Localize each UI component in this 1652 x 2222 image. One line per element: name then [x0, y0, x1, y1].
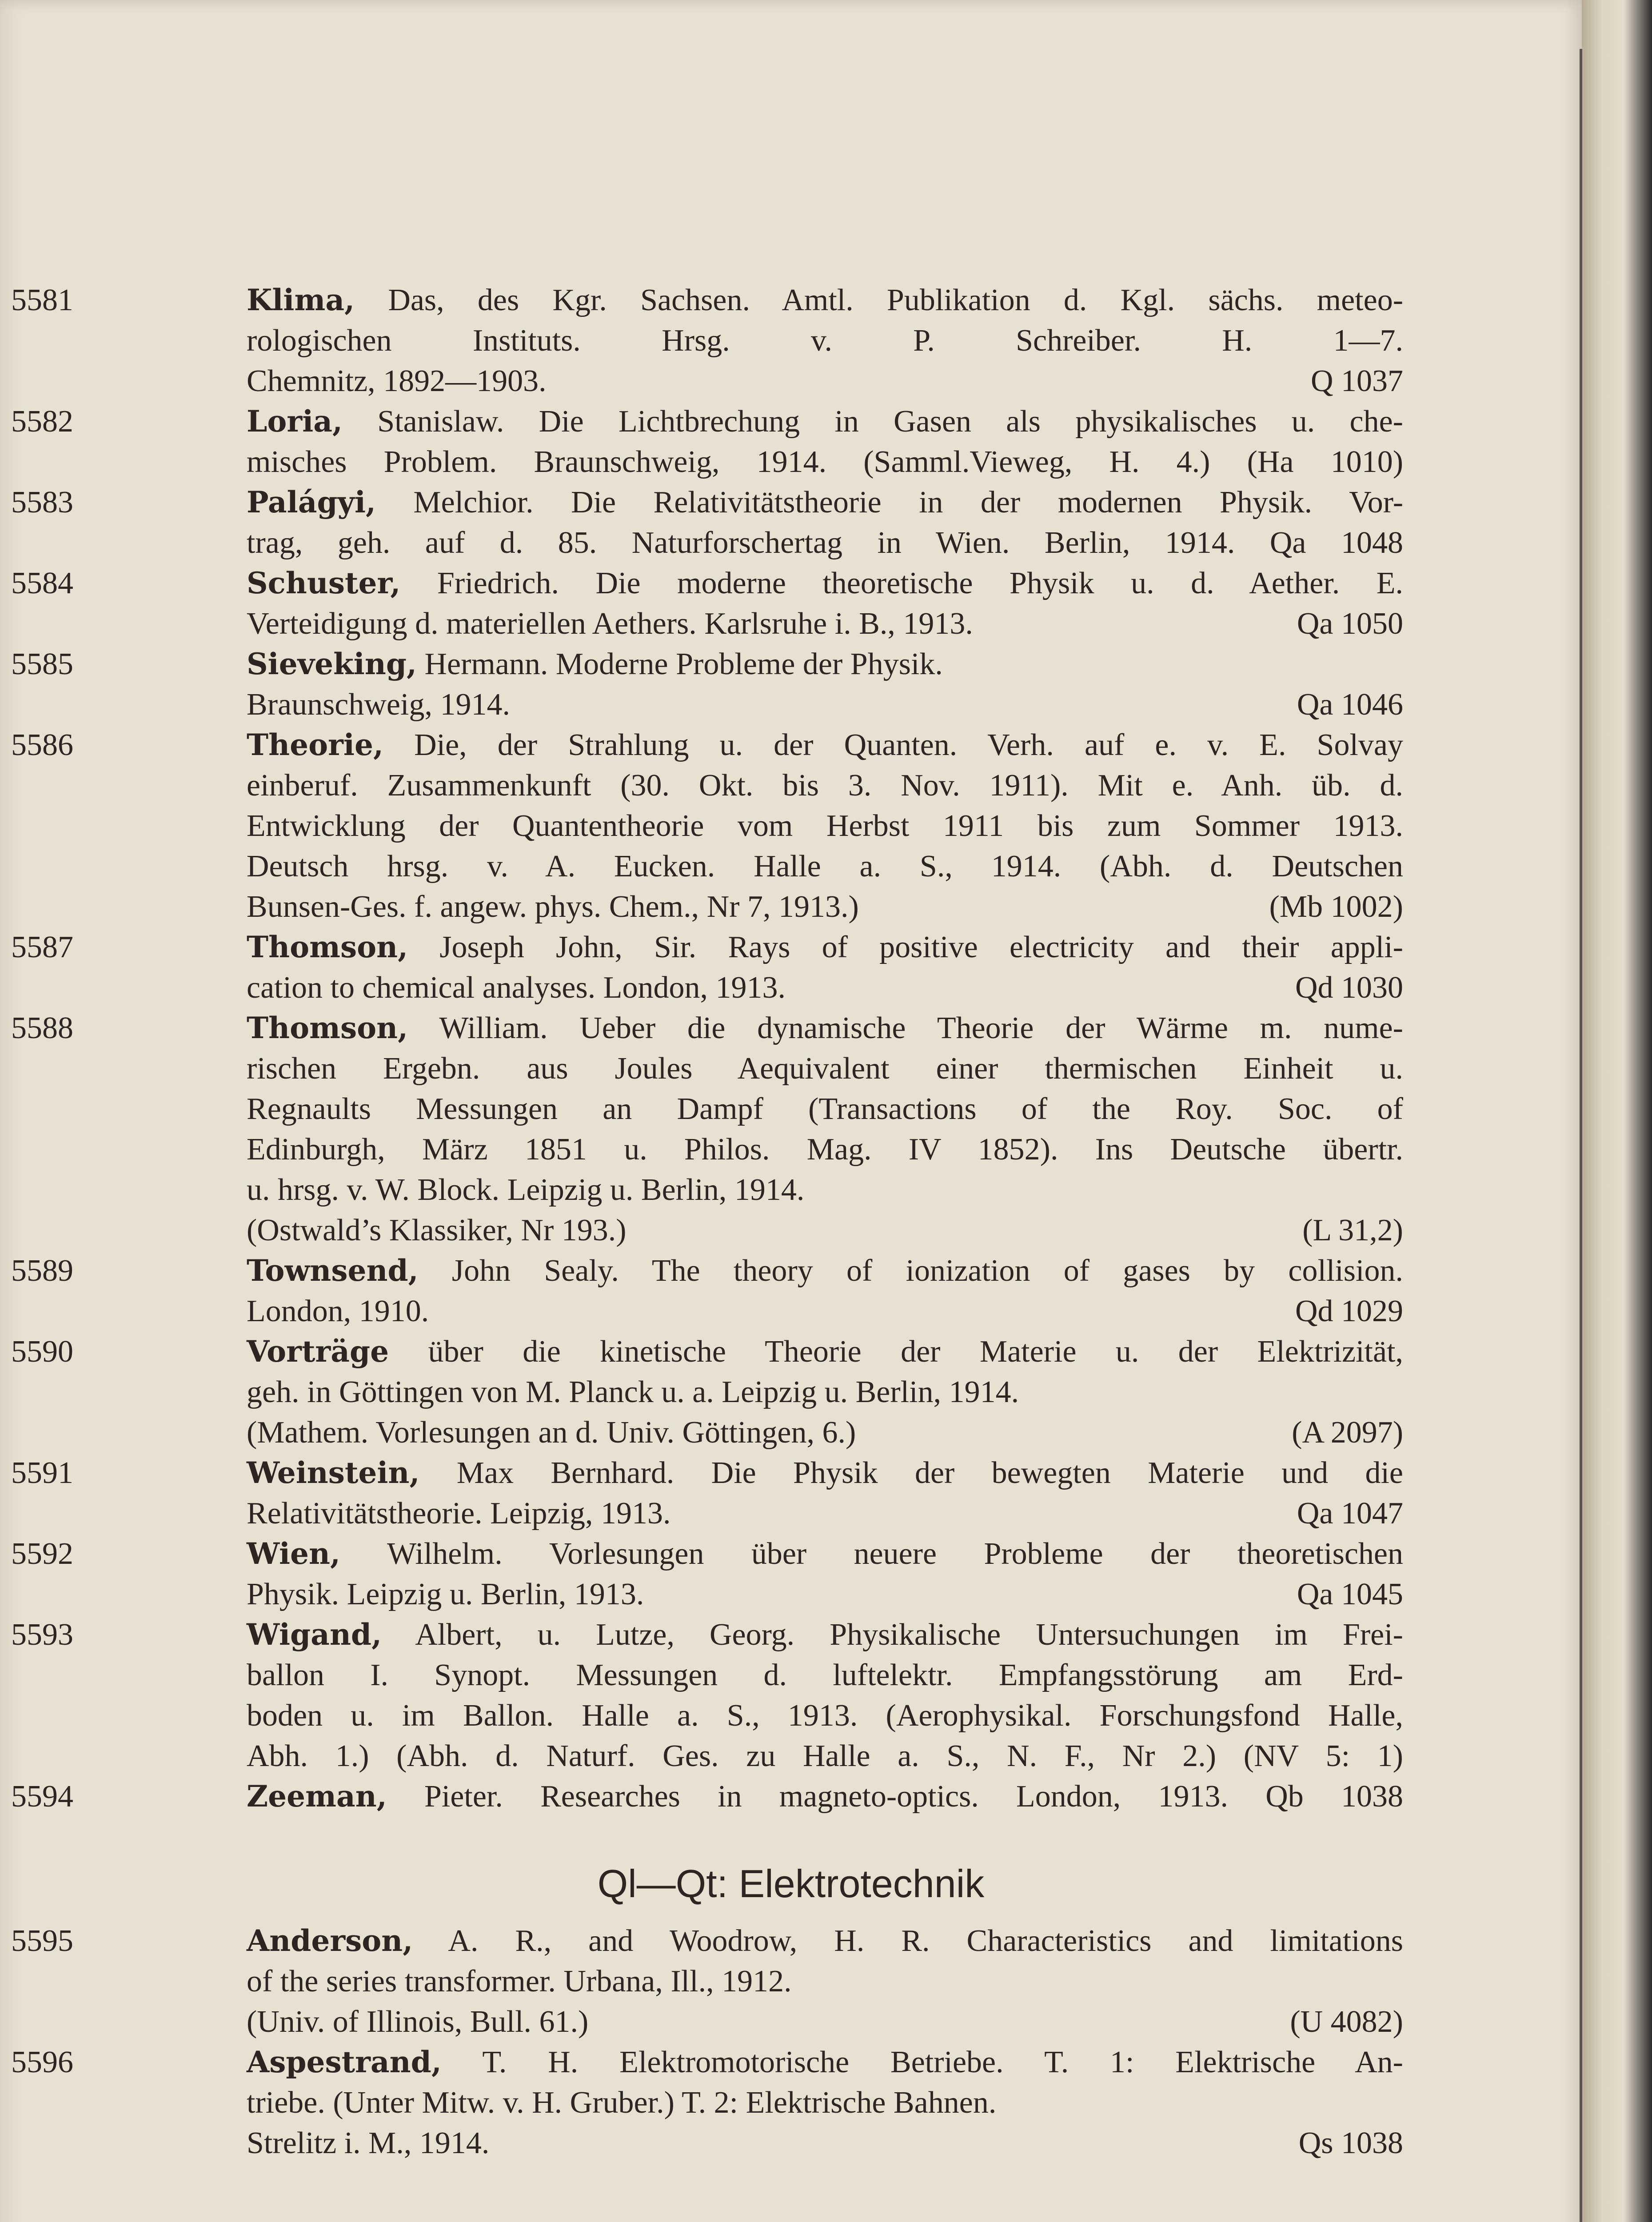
entry-text: misches Problem. Braunschweig, 1914. (Samml.Vieweg, H. 4.) (Ha 1010) — [247, 445, 1403, 479]
entry-author: Sieveking, — [247, 647, 417, 681]
entry-author: Schuster, — [247, 566, 401, 600]
entry-author: Townsend, — [247, 1253, 419, 1288]
shelf-mark: Qa 1046 — [1297, 687, 1403, 722]
entry-author: Weinstein, — [247, 1455, 420, 1490]
entry-number: 5596 — [11, 2045, 73, 2079]
entry-text: einberuf. Zusammenkunft (30. Okt. bis 3. Nov. 1911). Mit e. Anh. üb. d. — [247, 768, 1403, 803]
entry-text: Relativitätstheorie. Leipzig, 1913. — [247, 1496, 671, 1531]
entry-5582 — [11, 401, 1403, 482]
shelf-mark: (U 4082) — [1290, 2005, 1403, 2039]
entry-text: Joseph John, Sir. Rays of positive electricity and their appli- — [439, 930, 1403, 964]
entry-text: Verteidigung d. materiellen Aethers. Karlsruhe i. B., 1913. — [247, 607, 973, 641]
entry-number: 5592 — [11, 1537, 73, 1571]
entry-number: 5594 — [11, 1779, 73, 1814]
entry-text: Stanislaw. Die Lichtbrechung in Gasen als physikalisches u. che- — [377, 404, 1403, 439]
entry-text: Chemnitz, 1892—1903. — [247, 364, 547, 398]
entry-number: 5581 — [11, 283, 73, 317]
entry-author: Wien, — [247, 1536, 340, 1571]
entry-text: Strelitz i. M., 1914. — [247, 2126, 490, 2160]
shelf-mark: (A 2097) — [1292, 1415, 1403, 1450]
entry-5592 — [11, 1534, 1403, 1615]
entry-number: 5588 — [11, 1011, 73, 1045]
entry-number: 5582 — [11, 404, 73, 439]
entry-author: Thomson, — [247, 1011, 408, 1045]
entry-text: William. Ueber die dynamische Theorie der Wärme m. nume- — [439, 1011, 1403, 1045]
entry-text: Edinburgh, März 1851 u. Philos. Mag. IV 1852). Ins Deutsche übertr. — [247, 1132, 1403, 1167]
entry-text: Max Bernhard. Die Physik der bewegten Materie und die — [456, 1456, 1403, 1490]
entry-5596 — [11, 2042, 1403, 2163]
entry-text: Braunschweig, 1914. — [247, 687, 510, 722]
entry-text: Pieter. Researches in magneto-optics. London, 1913. Qb 1038 — [424, 1779, 1403, 1814]
entry-text: rischen Ergebn. aus Joules Aequivalent einer thermischen Einheit u. — [247, 1051, 1403, 1086]
shelf-mark: (Mb 1002) — [1269, 890, 1403, 924]
entry-text: Wilhelm. Vorlesungen über neuere Probleme der theoretischen — [387, 1537, 1403, 1571]
entry-text: triebe. (Unter Mitw. v. H. Gruber.) T. 2: Elektrische Bahnen. — [247, 2086, 997, 2120]
entry-text: rologischen Instituts. Hrsg. v. P. Schreiber. H. 1—7. — [247, 324, 1403, 358]
entry-text: of the series transformer. Urbana, Ill., 1912. — [247, 1964, 792, 1998]
entry-number: 5590 — [11, 1335, 73, 1369]
entry-text: ballon I. Synopt. Messungen d. luftelektr. Empfangsstörung am Erd- — [247, 1658, 1403, 1692]
page-edge — [1580, 49, 1582, 2222]
entry-author: Wigand, — [247, 1617, 382, 1652]
entry-text: John Sealy. The theory of ionization of gases by collision. — [451, 1254, 1403, 1288]
section-heading: Ql—Qt: Elektrotechnik — [597, 1862, 985, 1906]
entry-5589 — [11, 1251, 1403, 1331]
entry-5591 — [11, 1453, 1403, 1534]
shelf-mark: Qd 1030 — [1295, 971, 1403, 1005]
entry-text: (Ostwald’s Klassiker, Nr 193.) — [247, 1213, 626, 1247]
shelf-mark: Qs 1038 — [1298, 2126, 1403, 2160]
entry-text: Deutsch hrsg. v. A. Eucken. Halle a. S., 1914. (Abh. d. Deutschen — [247, 849, 1403, 883]
entry-text: geh. in Göttingen von M. Planck u. a. Leipzig u. Berlin, 1914. — [247, 1375, 1019, 1409]
entry-text: Melchior. Die Relativitätstheorie in der modernen Physik. Vor- — [413, 485, 1404, 520]
shelf-mark: Q 1037 — [1310, 364, 1403, 398]
entry-text: Albert, u. Lutze, Georg. Physikalische Untersuchungen im Frei- — [415, 1618, 1403, 1652]
entry-author: Klima, — [247, 283, 355, 317]
entry-text: T. H. Elektromotorische Betriebe. T. 1: Elektrische An- — [482, 2045, 1403, 2079]
entry-text: über die kinetische Theorie der Materie u. der Elektrizität, — [428, 1335, 1404, 1369]
entry-text: u. hrsg. v. W. Block. Leipzig u. Berlin, 1914. — [247, 1173, 805, 1207]
entry-5583 — [11, 482, 1404, 563]
entry-number: 5585 — [11, 647, 73, 681]
entry-5586 — [11, 725, 1404, 927]
entry-text: Entwicklung der Quantentheorie vom Herbst 1911 bis zum Sommer 1913. — [247, 809, 1403, 843]
entry-5594 — [11, 1776, 1403, 1817]
shelf-mark: (L 31,2) — [1302, 1213, 1403, 1247]
entry-5581 — [11, 280, 1404, 401]
entry-number: 5591 — [11, 1456, 73, 1490]
entry-text: Hermann. Moderne Probleme der Physik. — [424, 647, 943, 681]
entry-text: A. R., and Woodrow, H. R. Characteristics and limitations — [448, 1924, 1403, 1958]
entry-number: 5583 — [11, 485, 73, 520]
entry-number: 5593 — [11, 1618, 73, 1652]
entry-text: (Mathem. Vorlesungen an d. Univ. Göttingen, 6.) — [247, 1415, 856, 1450]
entry-author: Thomson, — [247, 930, 408, 964]
entry-text: boden u. im Ballon. Halle a. S., 1913. (Aerophysikal. Forschungsfond Halle, — [247, 1698, 1403, 1733]
entry-text: London, 1910. — [247, 1294, 429, 1328]
entry-text: Das, des Kgr. Sachsen. Amtl. Publikation d. Kgl. sächs. meteo- — [388, 283, 1404, 317]
entry-5593 — [11, 1615, 1403, 1776]
shelf-mark: Qa 1047 — [1297, 1496, 1403, 1531]
entry-5595 — [11, 1921, 1403, 2042]
entry-text: Abh. 1.) (Abh. d. Naturf. Ges. zu Halle a. S., N. F., Nr 2.) (NV 5: 1) — [247, 1739, 1403, 1773]
entry-author: Aspestrand, — [247, 2045, 442, 2079]
entry-text: (Univ. of Illinois, Bull. 61.) — [247, 2005, 589, 2039]
entry-author: Anderson, — [247, 1923, 413, 1958]
entry-author: Loria, — [247, 404, 343, 439]
entry-text: trag, geh. auf d. 85. Naturforschertag in Wien. Berlin, 1914. Qa 1048 — [247, 526, 1403, 560]
shelf-mark: Qd 1029 — [1295, 1294, 1403, 1328]
entry-author: Palágyi, — [247, 485, 376, 520]
entry-text: Regnaults Messungen an Dampf (Transactions of the Roy. Soc. of — [247, 1092, 1403, 1126]
entry-number: 5595 — [11, 1924, 73, 1958]
entry-text: Die, der Strahlung u. der Quanten. Verh. auf e. v. E. Solvay — [414, 728, 1404, 762]
entry-number: 5584 — [11, 566, 73, 600]
entry-5588 — [11, 1008, 1403, 1251]
entry-author: Zeeman, — [247, 1779, 387, 1814]
entry-5590 — [11, 1331, 1404, 1453]
entry-text: Bunsen-Ges. f. angew. phys. Chem., Nr 7, 1913.) — [247, 890, 859, 924]
book-gutter — [1582, 0, 1652, 2222]
entry-author: Vorträge — [247, 1334, 389, 1369]
entry-author: Theorie, — [247, 727, 383, 762]
entry-5585 — [11, 644, 1403, 725]
shelf-mark: Qa 1050 — [1297, 607, 1403, 641]
entry-text: cation to chemical analyses. London, 1913. — [247, 971, 786, 1005]
entry-5587 — [11, 927, 1403, 1008]
entry-text: Friedrich. Die moderne theoretische Physik u. d. Aether. E. — [437, 566, 1403, 600]
entry-number: 5587 — [11, 930, 73, 964]
entry-number: 5589 — [11, 1254, 73, 1288]
entry-5584 — [11, 563, 1403, 644]
entry-number: 5586 — [11, 728, 73, 762]
shelf-mark: Qa 1045 — [1297, 1577, 1403, 1611]
entry-text: Physik. Leipzig u. Berlin, 1913. — [247, 1577, 644, 1611]
